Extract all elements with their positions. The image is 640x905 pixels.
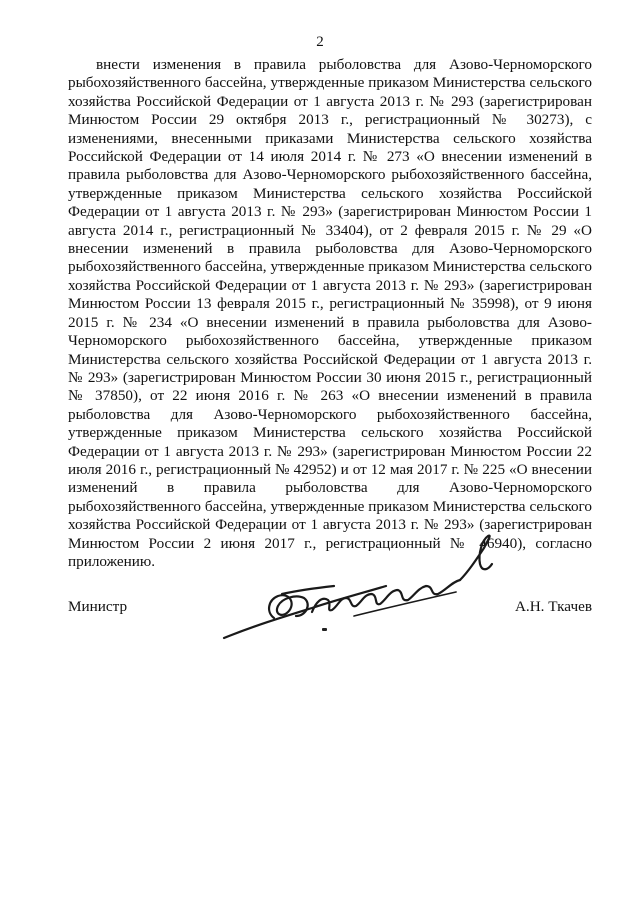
ink-dot (322, 628, 327, 631)
handwritten-signature (216, 520, 516, 650)
signature-stroke-flourish (460, 536, 492, 580)
page-number: 2 (316, 34, 324, 50)
signature-stroke-cross (282, 586, 334, 594)
body-paragraph: внести изменения в правила рыболовства для Азово-Черноморского рыбохозяйственного бассейна, утвержденные приказом Министерства сельского хозяйства Российской Федерации от 1 августа 2013 г. № 293 (зарегистрирован Минюстом России 29 октября 2013 г., регистрационный № 30273), с изменениями, внесенными приказами Министерства сельского хозяйства Российской Федерации от 14 июля 2014 г. № 273 «О внесении изменений в правила рыболовства для Азово-Черноморского рыбохозяйственного бассейна, утвержденные приказом Министерства сельского хозяйства Российской Федерации от 1 августа 2013 г. № 293» (зарегистрирован Минюстом России 1 августа 2014 г., регистрационный № 33404), от 2 февраля 2015 г. № 29 «О внесении изменений в правила рыболовства для Азово-Черноморского рыбохозяйственного бассейна, утвержденные приказом Министерства сельского хозяйства Российской Федерации от 1 августа 2013 г. № 293» (зарегистрирован Минюстом России 13 февраля 2015 г., регистрационный № 35998), от 9 июня 2015 г. № 234 «О внесении изменений в правила рыболовства для Азово-Черноморского рыбохозяйственного бассейна, утвержденные приказом Министерства сельского хозяйства Российской Федерации от 1 августа 2013 г. № 293» (зарегистрирован Минюстом России 30 июня 2015 г., регистрационный № 37850), от 22 июня 2016 г. № 263 «О внесении изменений в правила рыболовства для Азово-Черноморского рыбохозяйственного бассейна, утвержденные приказом Министерства сельского хозяйства Российской Федерации от 1 августа 2013 г. № 293» (зарегистрирован Минюстом России 22 июля 2016 г., регистрационный № 42952) и от 12 мая 2017 г. № 225 «О внесении изменений в правила рыболовства для Азово-Черноморского рыбохозяйственного бассейна, утвержденные приказом Министерства сельского хозяйства Российской Федерации от 1 августа 2013 г. № 293» (зарегистрирован Минюстом России 2 июня 2017 г., регистрационный № 46940), согласно приложению. (68, 56, 592, 570)
signatory-title: Министр (68, 598, 128, 615)
signatory-name: А.Н. Ткачев (514, 598, 592, 615)
